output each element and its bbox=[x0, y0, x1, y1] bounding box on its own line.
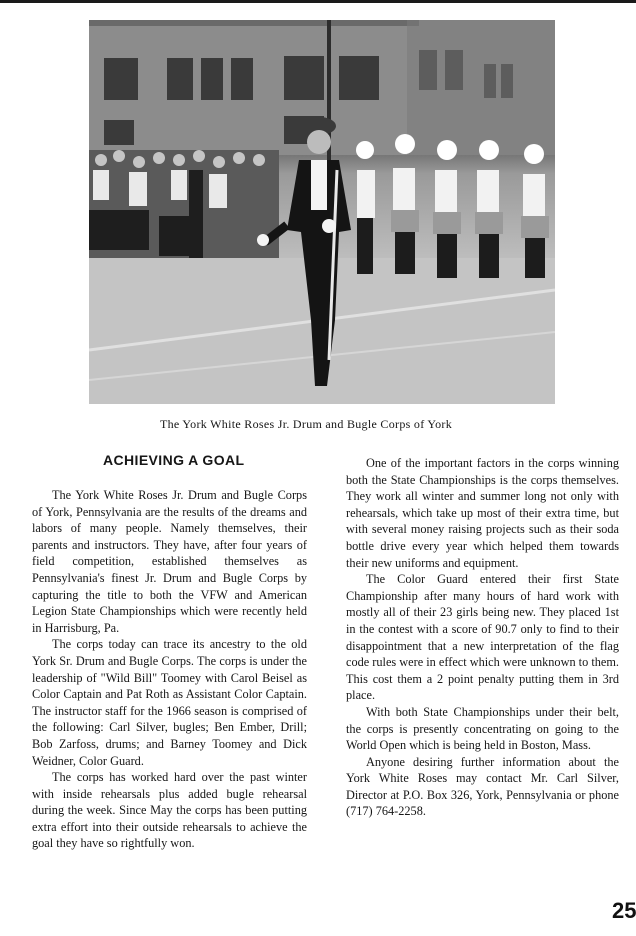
photo-caption: The York White Roses Jr. Drum and Bugle Corps of York bbox=[159, 417, 453, 431]
corps-photo bbox=[89, 20, 555, 404]
paragraph: The York White Roses Jr. Drum and Bugle Corps of York, Pennsylvania are the results of the dreams and labors of many people. Namely themselves, their parents and instructors. They have, after four years of field competition, established themselves as Pennsylvania's finest Jr. Drum and Bugle Corps by capturing the title to both the VFW and American Legion State Championships which were recently held in Harrisburg, Pa. bbox=[32, 488, 307, 635]
paragraph: The corps has worked hard over the past winter with inside rehearsals plus added bugle rehearsal during the week. Since May the corps has been putting extra effort into their outside rehearsals to achieve the goal they have so rightfully won. bbox=[32, 770, 307, 851]
paragraph: The Color Guard entered their first State Championship after many hours of hard work with mostly all of their 23 girls being new. They placed 1st in the contest with a score of 90.7 only to find to their disappointment that a new interpretation of the flag code rules were in effect which were unknown to them. This cost them a 2 point penalty putting them in 3rd place. bbox=[346, 572, 619, 703]
page-number: 25 bbox=[612, 898, 636, 923]
article-column-right bbox=[346, 455, 619, 820]
paragraph: With both State Championships under their belt, the corps is presently concentrating on going to the World Open which is being held in Boston, Mass. bbox=[346, 704, 619, 753]
article-column-left bbox=[32, 487, 307, 852]
top-rule bbox=[0, 0, 636, 3]
article-heading: ACHIEVING A GOAL bbox=[103, 452, 245, 468]
marching-corps-illustration bbox=[89, 20, 555, 404]
paragraph: The corps today can trace its ancestry to the old York Sr. Drum and Bugle Corps. The corps is under the leadership of "Wild Bill" Toomey with Carol Beisel as Color Captain and Pat Roth as Assistant Color Captain. The instructor staff for the 1966 season is comprised of the following: Carl Silver, bugles; Ben Ember, Drill; Bob Zarfoss, drums; and Barney Toomey and Dick Weidner, Color Guard. bbox=[32, 637, 307, 768]
paragraph: One of the important factors in the corps winning both the State Championships is the corps themselves. They work all winter and summer long not only with rehearsals, which take up most of their extra time, but with several money raising projects such as their soda bottle drive every year which helped them towards their new uniforms and equipment. bbox=[346, 456, 619, 570]
paragraph: Anyone desiring further information about the York White Roses may contact Mr. Carl Silver, Director at P.O. Box 326, York, Pennsylvania or phone (717) 764-2258. bbox=[346, 754, 619, 819]
